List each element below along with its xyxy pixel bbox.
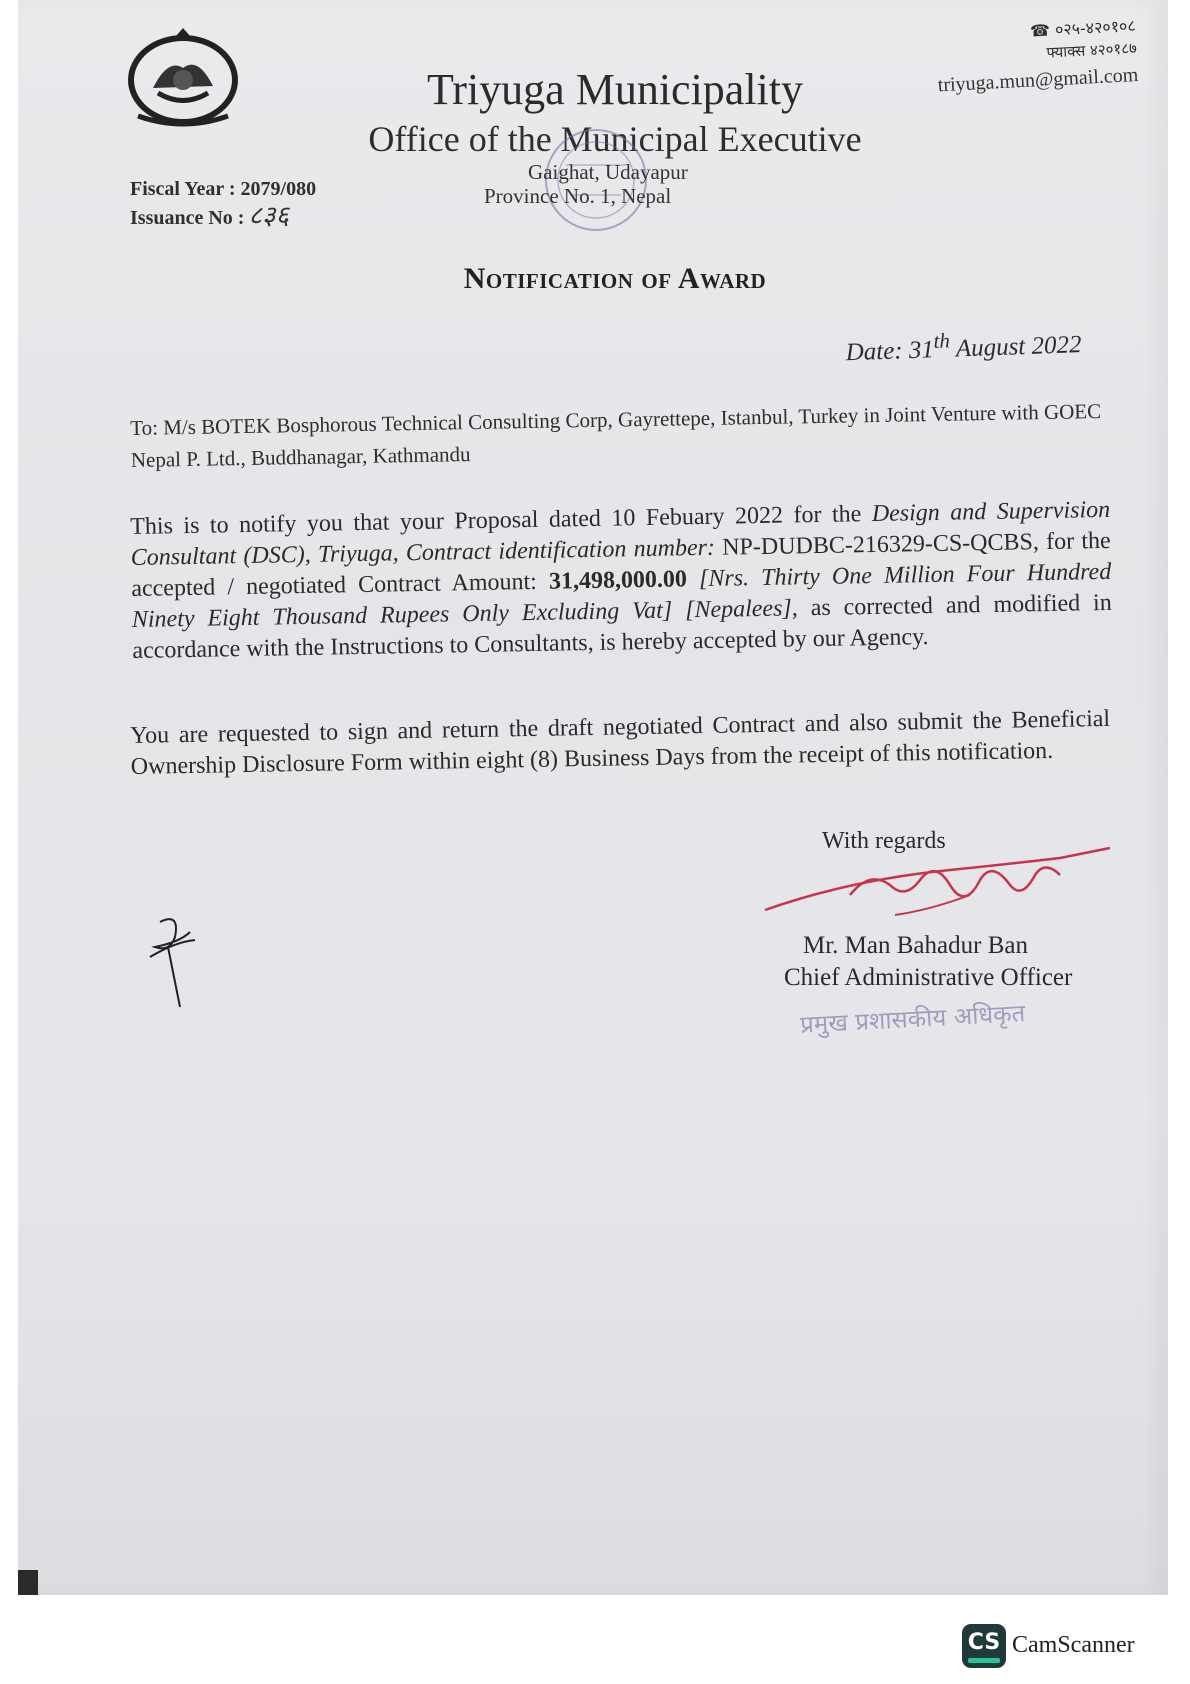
office-name: Office of the Municipal Executive <box>368 119 862 159</box>
camscanner-badge-text: CS <box>967 1630 1001 1655</box>
p1-text-c: , as corrected and modified in accordance with the Instructions to Consultants, is hereby accepted by our Agency. <box>132 589 1112 664</box>
scan-edge-shadow <box>18 1570 38 1595</box>
phone-number: ☎ ०२५-४२०१०८ <box>1029 15 1137 41</box>
request-paragraph: You are requested to sign and return the draft negotiated Contract and also submit the Beneficial Ownership Disclosure Form within eight (8) Business Days from the receipt of this notification. <box>130 705 1111 780</box>
camscanner-logo-icon <box>962 1624 1006 1668</box>
handwritten-initials <box>140 912 210 1012</box>
document-title: Notification of Award <box>463 262 767 295</box>
email-address: triyuga.mun@gmail.com <box>937 63 1139 97</box>
p1-italic-project: Design and Supervision Consultant (DSC), Triyuga, Contract identification number: <box>130 496 1111 571</box>
fiscal-year-label: Fiscal Year : <box>130 178 236 200</box>
issuance-label: Issuance No : <box>130 207 245 229</box>
handwritten-signature-red <box>760 840 1120 940</box>
date-ordinal: th <box>933 328 951 353</box>
fax-number: फ्याक्स ४२०१८७ <box>1045 38 1138 62</box>
signatory-name: Mr. Man Bahadur Ban <box>803 932 1028 959</box>
award-paragraph <box>130 495 1113 667</box>
address-line-2: Province No. 1, Nepal <box>484 184 672 208</box>
recipient-address: To: M/s BOTEK Bosphorous Technical Consulting Corp, Gayrettepe, Istanbul, Turkey in Joint Venture with GOEC Nepal P. Ltd., Buddhanagar, Kathmandu <box>130 399 1102 472</box>
closing-regards: With regards <box>822 828 946 854</box>
signatory-designation: Chief Administrative Officer <box>784 964 1073 991</box>
fiscal-info <box>130 176 316 232</box>
date-day: Date: 31 <box>845 336 935 367</box>
designation-stamp: प्रमुख प्रशासकीय अधिकृत <box>799 999 1026 1039</box>
p1-text-a: This is to notify you that your Proposal dated 10 Febuary 2022 for the <box>130 501 873 540</box>
issuance-number: ८३६ <box>248 201 290 231</box>
p1-amount-words: [Nrs. Thirty One Million Four Hundred Ninety Eight Thousand Rupees Only Excluding Vat] [Nepalees] <box>131 558 1112 633</box>
contract-amount: 31,498,000.00 <box>548 566 688 595</box>
camscanner-watermark: CamScanner <box>1012 1632 1135 1658</box>
fiscal-year-value: 2079/080 <box>240 178 317 200</box>
p1-text-b: NP-DUDBC-216329-CS-QCBS, for the accepted / negotiated Contract Amount: <box>131 527 1111 602</box>
address-line-1: Gaighat, Udayapur <box>528 160 688 184</box>
org-name: Triyuga Municipality <box>426 65 804 114</box>
date-month-year: August 2022 <box>949 331 1082 363</box>
